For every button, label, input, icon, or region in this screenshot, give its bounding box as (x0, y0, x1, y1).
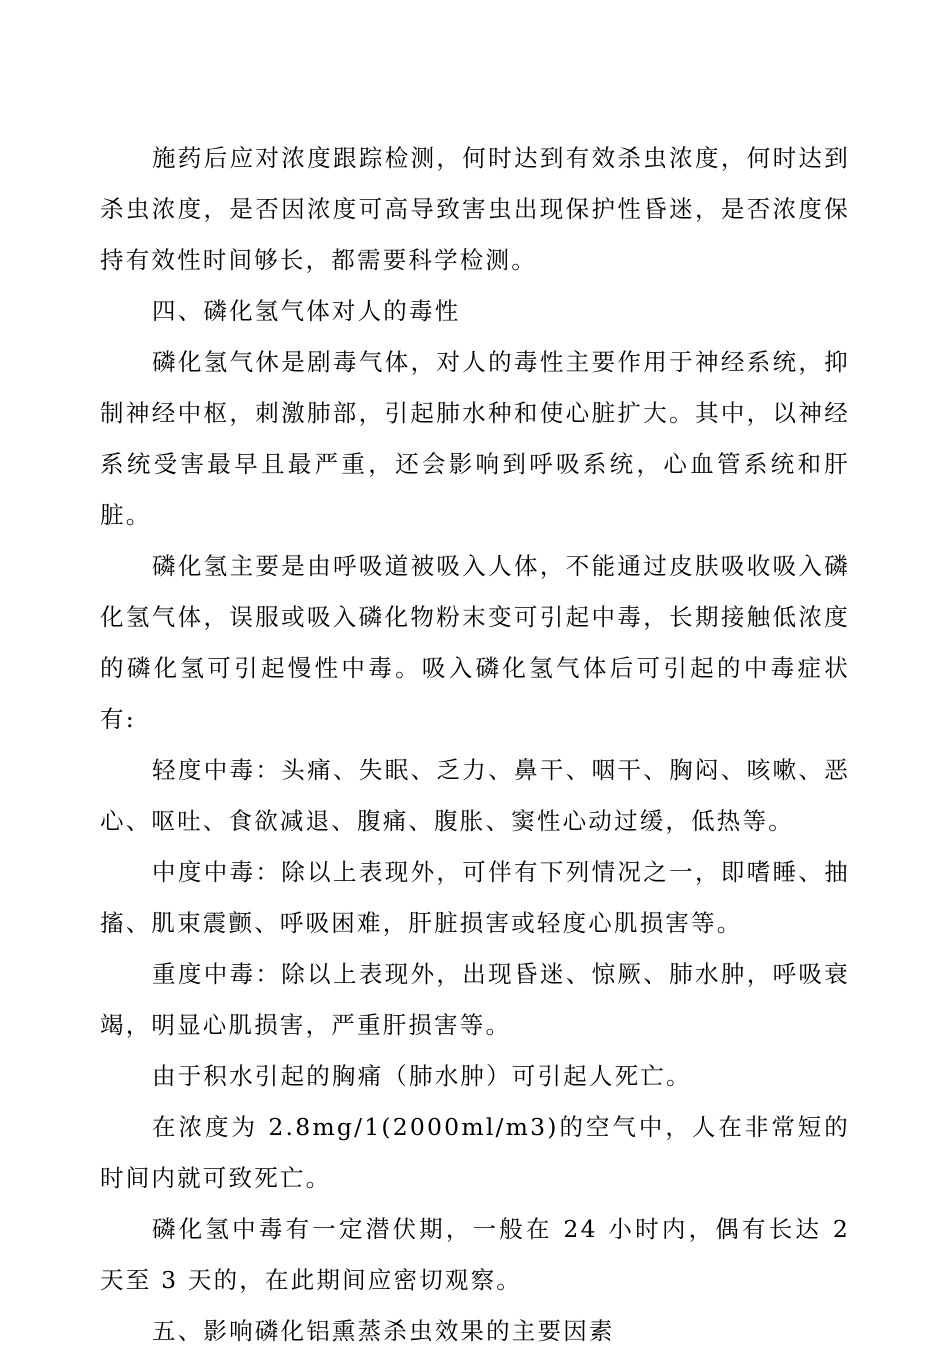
paragraph-toxicity: 磷化氢气休是剧毒气体，对人的毒性主要作用于神经系统，抑制神经中枢，刺激肺部，引起肺水种和使心脏扩大。其中，以神经系统受害最早且最严重，还会影响到呼吸系统，心血管系统和肝脏。 (100, 348, 850, 529)
paragraph-severe-poisoning: 重度中毒：除以上表现外，出现昏迷、惊厥、肺水肿，呼吸衰竭，明显心肌损害，严重肝损害等。 (100, 960, 850, 1039)
paragraph-moderate-poisoning: 中度中毒：除以上表现外，可伴有下列情况之一，即嗜睡、抽搐、肌束震颤、呼吸困难，肝脏损害或轻度心肌损害等。 (100, 858, 850, 937)
paragraph-latency: 磷化氢中毒有一定潜伏期，一般在 24 小时内，偶有长达 2 天至 3 天的，在此期间应密切观察。 (100, 1215, 850, 1294)
paragraph-mild-poisoning: 轻度中毒：头痛、失眠、乏力、鼻干、咽干、胸闷、咳嗽、恶心、呕吐、食欲减退、腹痛、腹胀、窦性心动过缓，低热等。 (100, 756, 850, 835)
section-heading-4: 四、磷化氢气体对人的毒性 (152, 297, 461, 325)
paragraph-exposure: 磷化氢主要是由呼吸道被吸入人体，不能通过皮肤吸收吸入磷化氢气体，误服或吸入磷化物粉末变可引起中毒，长期接触低浓度的磷化氢可引起慢性中毒。吸入磷化氢气体后可引起的中毒症状有: (100, 552, 850, 733)
paragraph-lethal-concentration: 在浓度为 2.8mg/1(2000ml/m3)的空气中，人在非常短的时间内就可致死亡。 (100, 1113, 850, 1192)
paragraph-death-cause: 由于积水引起的胸痛（肺水肿）可引起人死亡。 (152, 1062, 692, 1090)
paragraph-detection: 施药后应对浓度跟踪检测，何时达到有效杀虫浓度，何时达到杀虫浓度，是否因浓度可高导致害虫出现保护性昏迷，是否浓度保持有效性时间够长，都需要科学检测。 (100, 144, 850, 274)
section-heading-5: 五、影响磷化铝熏蒸杀虫效果的主要因素 (152, 1317, 615, 1345)
document-body (100, 133, 850, 1357)
